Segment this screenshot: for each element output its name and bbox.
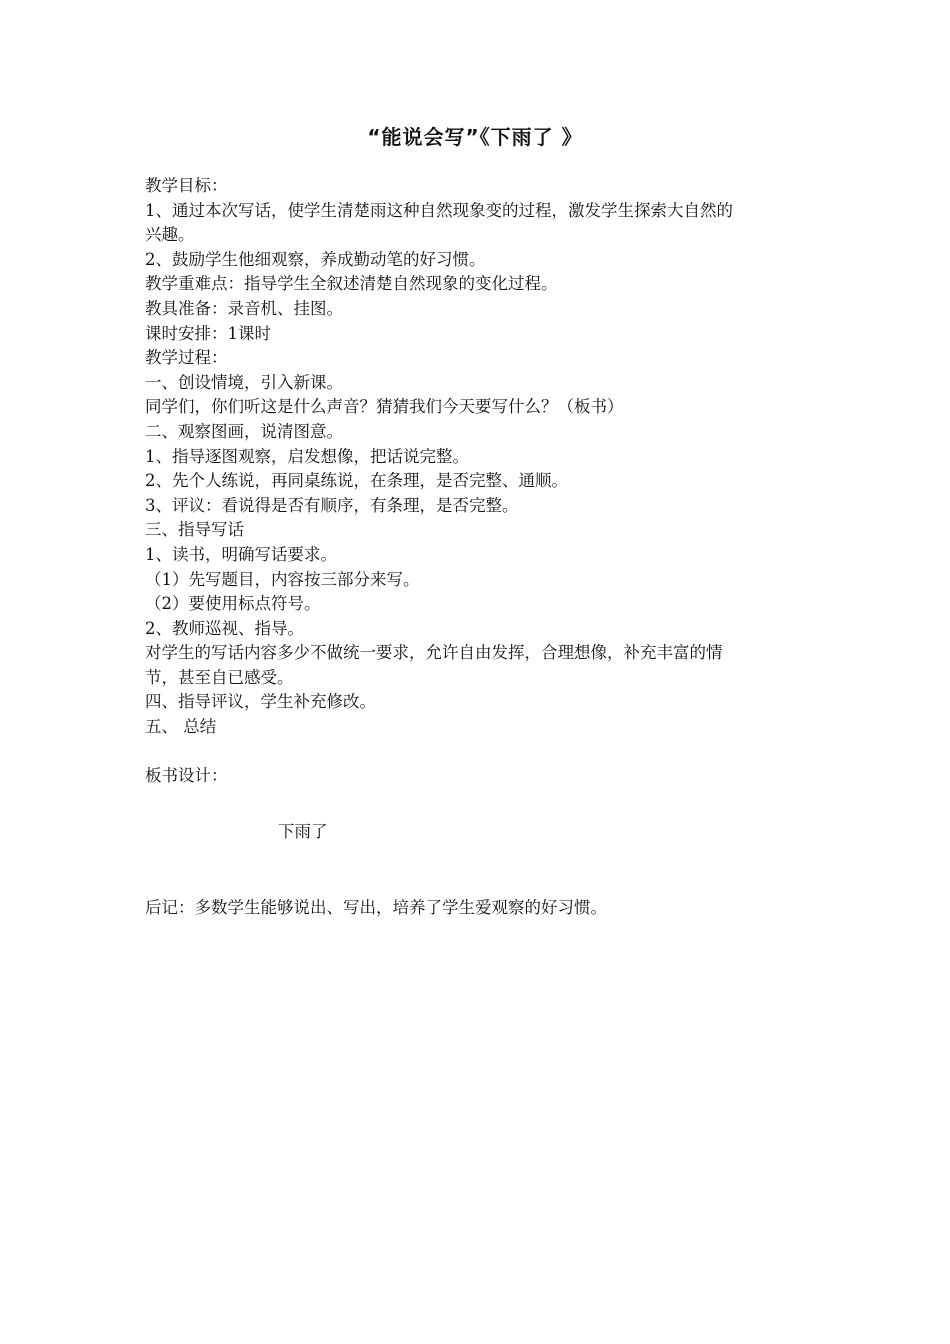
text-line: 3、评议：看说得是否有顺序，有条理，是否完整。 xyxy=(145,495,519,515)
text-line: 四、指导评议，学生补充修改。 xyxy=(145,692,376,712)
text-line: 兴趣。 xyxy=(145,225,195,245)
postscript: 后记：多数学生能够说出、写出，培养了学生爱观察的好习惯。 xyxy=(145,898,607,917)
text-line: 2、鼓励学生他细观察，养成勤动笔的好习惯。 xyxy=(145,249,486,269)
text-line: 教学过程： xyxy=(145,348,228,368)
text-line: 对学生的写话内容多少不做统一要求，允许自由发挥，合理想像，补充丰富的情 xyxy=(145,643,723,663)
text-line: （2）要使用标点符号。 xyxy=(145,594,321,614)
board-design-label: 板书设计： xyxy=(145,766,228,786)
text-line: 课时安排：1课时 xyxy=(145,323,271,343)
text-line: 二、观察图画，说清图意。 xyxy=(145,421,343,441)
document-body xyxy=(145,174,813,789)
text-line: （1）先写题目，内容按三部分来写。 xyxy=(145,569,420,589)
blank-line xyxy=(145,740,813,765)
text-line: 1、通过本次写话，使学生清楚雨这种自然现象变的过程，激发学生探索大自然的 xyxy=(145,200,733,220)
text-line: 1、指导逐图观察，启发想像，把话说完整。 xyxy=(145,446,469,466)
text-line: 1、读书，明确写话要求。 xyxy=(145,544,337,564)
text-line: 同学们，你们听这是什么声音？猜猜我们今天要写什么？（板书） xyxy=(145,397,624,417)
text-line: 五、 总结 xyxy=(145,717,217,737)
document-title: “能说会写”《下雨了 》 xyxy=(367,125,583,149)
text-line: 教具准备：录音机、挂图。 xyxy=(145,298,343,318)
text-line: 2、教师巡视、指导。 xyxy=(145,618,304,638)
text-line: 一、创设情境，引入新课。 xyxy=(145,372,343,392)
text-line: 教学目标： xyxy=(145,176,228,195)
text-line: 2、先个人练说，再同桌练说，在条理，是否完整、通顺。 xyxy=(145,471,568,491)
text-line: 节，甚至自已感受。 xyxy=(145,667,294,687)
text-line: 教学重难点：指导学生全叙述清楚自然现象的变化过程。 xyxy=(145,274,558,294)
text-line: 三、指导写话 xyxy=(145,520,244,540)
board-design-title: 下雨了 xyxy=(278,822,328,841)
